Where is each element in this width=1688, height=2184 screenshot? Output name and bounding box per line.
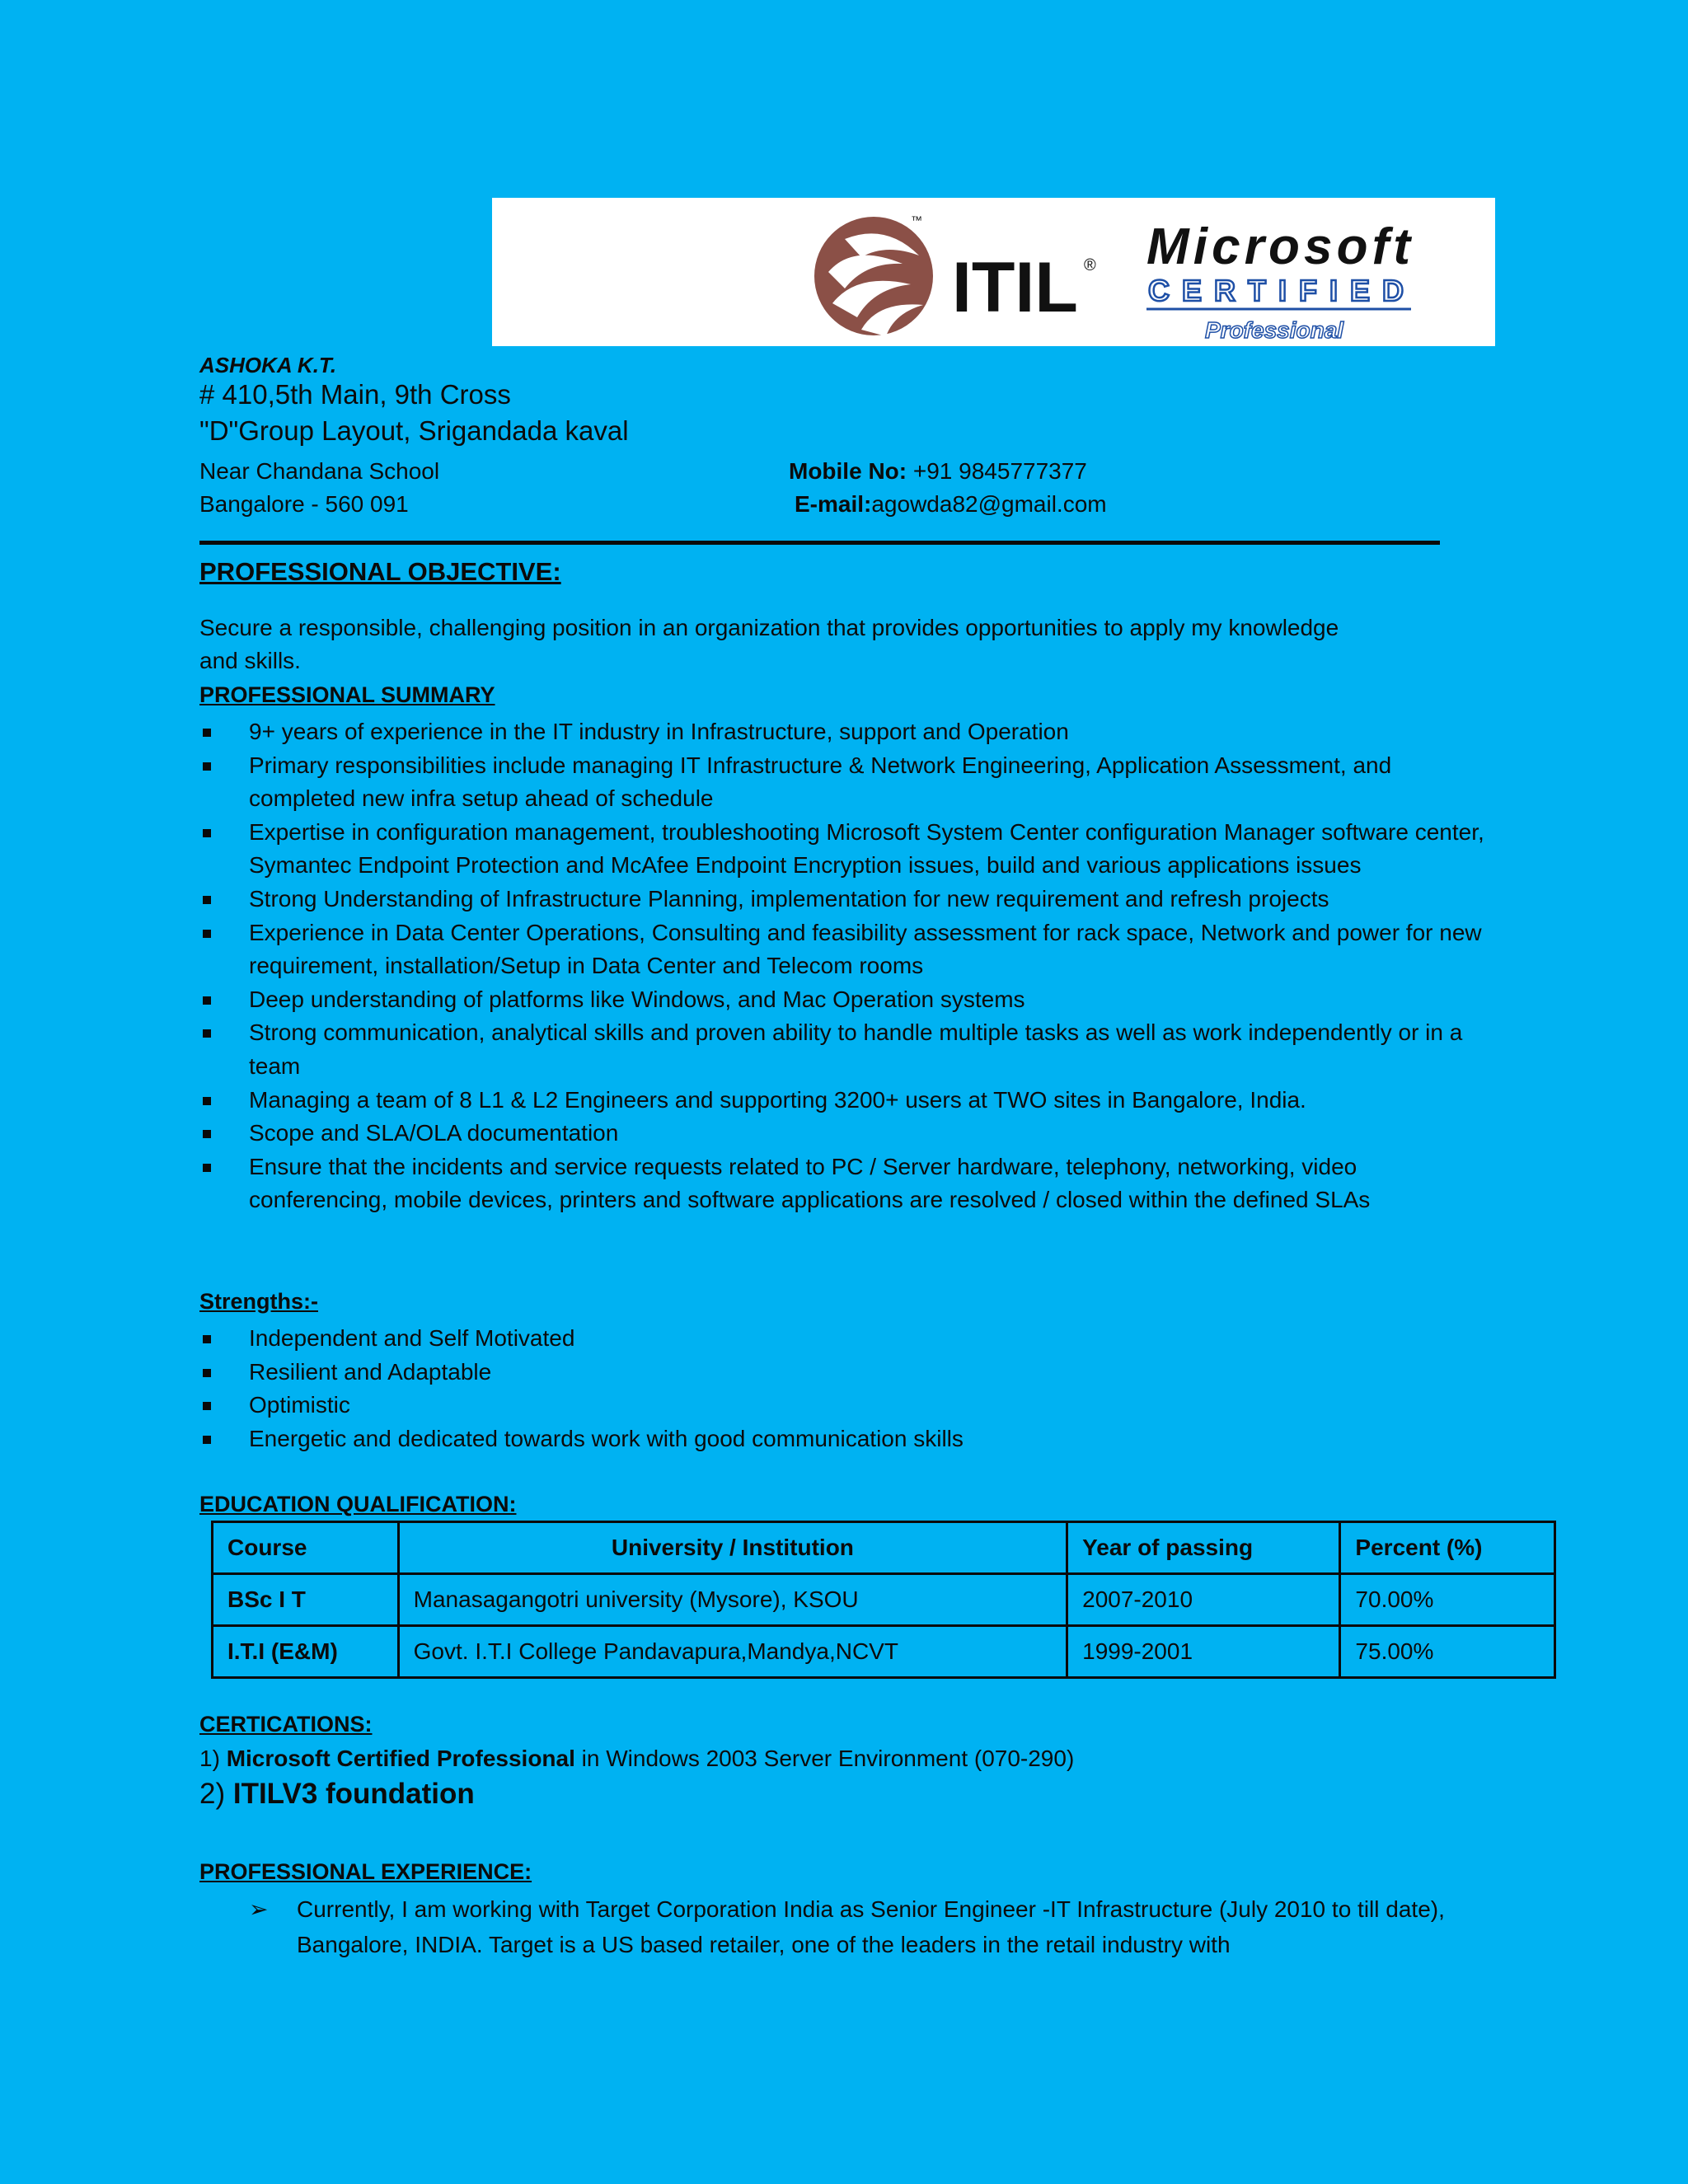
column-header: Percent (%)	[1340, 1522, 1555, 1574]
mobile-value: +91 9845777377	[907, 458, 1087, 484]
column-header: Course	[213, 1522, 399, 1574]
professional-wordmark: Professional	[1205, 317, 1344, 342]
list-item: Energetic and dedicated towards work with good communication skills	[199, 1422, 1502, 1456]
address-line-1: # 410,5th Main, 9th Cross	[199, 379, 511, 410]
mobile-number	[789, 458, 1087, 485]
objective-heading: PROFESSIONAL OBJECTIVE:	[199, 557, 561, 586]
bullet-icon	[203, 1097, 211, 1105]
bullet-icon	[203, 930, 211, 938]
education-heading: EDUCATION QUALIFICATION:	[199, 1492, 517, 1516]
objective-text-line-2: and skills.	[199, 648, 301, 673]
bullet-icon	[203, 1335, 211, 1343]
list-item: Experience in Data Center Operations, Consulting and feasibility assessment for rack space, Network and power for new requirement, installation/Setup in Data Center and Telecom rooms	[199, 916, 1502, 983]
bullet-icon	[203, 1436, 211, 1444]
bullet-icon	[203, 1029, 211, 1038]
list-item: Scope and SLA/OLA documentation	[199, 1117, 1502, 1151]
bullet-icon	[203, 762, 211, 771]
list-item: Expertise in configuration management, troubleshooting Microsoft System Center configuration Manager software center, Symantec Endpoint Protection and McAfee Endpoint Encryption issues, build and various applications issues	[199, 816, 1502, 883]
education-table	[211, 1521, 1556, 1679]
bullet-icon	[203, 1369, 211, 1377]
experience-heading: PROFESSIONAL EXPERIENCE:	[199, 1859, 532, 1884]
list-item: Ensure that the incidents and service requests related to PC / Server hardware, telephony, networking, video conferencing, mobile devices, printers and software applications are resolved / closed within the defined SLAs	[199, 1151, 1502, 1217]
list-item: Managing a team of 8 L1 & L2 Engineers and supporting 3200+ users at TWO sites in Bangalore, India.	[199, 1084, 1502, 1118]
email-label: E-mail:	[795, 491, 872, 517]
table-cell: Govt. I.T.I College Pandavapura,Mandya,NCVT	[398, 1626, 1067, 1678]
list-item: Deep understanding of platforms like Windows, and Mac Operation systems	[199, 983, 1502, 1017]
email-address	[795, 491, 1107, 518]
table-cell: 75.00%	[1340, 1626, 1555, 1678]
table-cell: 1999-2001	[1067, 1626, 1340, 1678]
strengths-list	[199, 1322, 1502, 1455]
itil-logo	[795, 206, 1109, 342]
list-item: Resilient and Adaptable	[199, 1356, 1502, 1390]
certified-wordmark: CERTIFIED	[1148, 274, 1404, 307]
table-cell: BSc I T	[213, 1574, 399, 1626]
list-item: Independent and Self Motivated	[199, 1322, 1502, 1356]
address-line-2: "D"Group Layout, Srigandada kaval	[199, 415, 629, 446]
list-item: 9+ years of experience in the IT industry in Infrastructure, support and Operation	[199, 715, 1502, 749]
bullet-icon	[203, 1402, 211, 1410]
list-item: Optimistic	[199, 1389, 1502, 1422]
microsoft-wordmark: Microsoft	[1146, 218, 1410, 275]
column-header: University / Institution	[398, 1522, 1067, 1574]
candidate-name: ASHOKA K.T.	[199, 353, 337, 377]
strengths-heading: Strengths:-	[199, 1289, 318, 1314]
bullet-icon	[203, 1164, 211, 1172]
itil-text: ITIL	[952, 248, 1078, 327]
list-item: ➢ Currently, I am working with Target Corporation India as Senior Engineer -IT Infrastructure (July 2010 to till date), Bangalore, INDIA. Target is a US based retailer, one of the leaders in the retail industry with	[199, 1891, 1485, 1962]
table-cell: 70.00%	[1340, 1574, 1555, 1626]
address-line-4: Bangalore - 560 091	[199, 491, 409, 517]
bullet-icon	[203, 1130, 211, 1138]
address-line-3: Near Chandana School	[199, 458, 440, 484]
summary-heading: PROFESSIONAL SUMMARY	[199, 682, 495, 707]
table-cell: 2007-2010	[1067, 1574, 1340, 1626]
certifications-heading: CERTICATIONS:	[199, 1712, 373, 1736]
certification-2: 2) ITILV3 foundation	[199, 1778, 475, 1810]
objective-text-line-1: Secure a responsible, challenging position in an organization that provides opportunities to apply my knowledge	[199, 615, 1339, 640]
list-item: Strong Understanding of Infrastructure Planning, implementation for new requirement and refresh projects	[199, 883, 1502, 916]
mobile-label: Mobile No:	[789, 458, 907, 484]
certification-1: 1) Microsoft Certified Professional in Windows 2003 Server Environment (070-290)	[199, 1746, 1075, 1771]
summary-list	[199, 715, 1502, 1217]
itil-swirl-icon	[814, 217, 933, 336]
bullet-icon	[203, 896, 211, 904]
svg-text:™: ™	[911, 213, 922, 227]
email-value: agowda82@gmail.com	[871, 491, 1107, 517]
list-item: Strong communication, analytical skills and proven ability to handle multiple tasks as well as work independently or in a team	[199, 1016, 1502, 1083]
microsoft-certified-logo	[1143, 206, 1423, 342]
arrow-bullet-icon: ➢	[249, 1896, 269, 1922]
bullet-icon	[203, 996, 211, 1005]
experience-list	[199, 1891, 1485, 1962]
bullet-icon	[203, 829, 211, 837]
list-item: Primary responsibilities include managing IT Infrastructure & Network Engineering, Application Assessment, and completed new infra setup ahead of schedule	[199, 749, 1502, 816]
table-header-row	[213, 1522, 1555, 1574]
header-divider	[199, 541, 1440, 545]
column-header: Year of passing	[1067, 1522, 1340, 1574]
logo-banner	[492, 198, 1495, 346]
table-row	[213, 1574, 1555, 1626]
bullet-icon	[203, 729, 211, 737]
table-row	[213, 1626, 1555, 1678]
table-cell: Manasagangotri university (Mysore), KSOU	[398, 1574, 1067, 1626]
svg-text:®: ®	[1084, 256, 1096, 274]
table-cell: I.T.I (E&M)	[213, 1626, 399, 1678]
